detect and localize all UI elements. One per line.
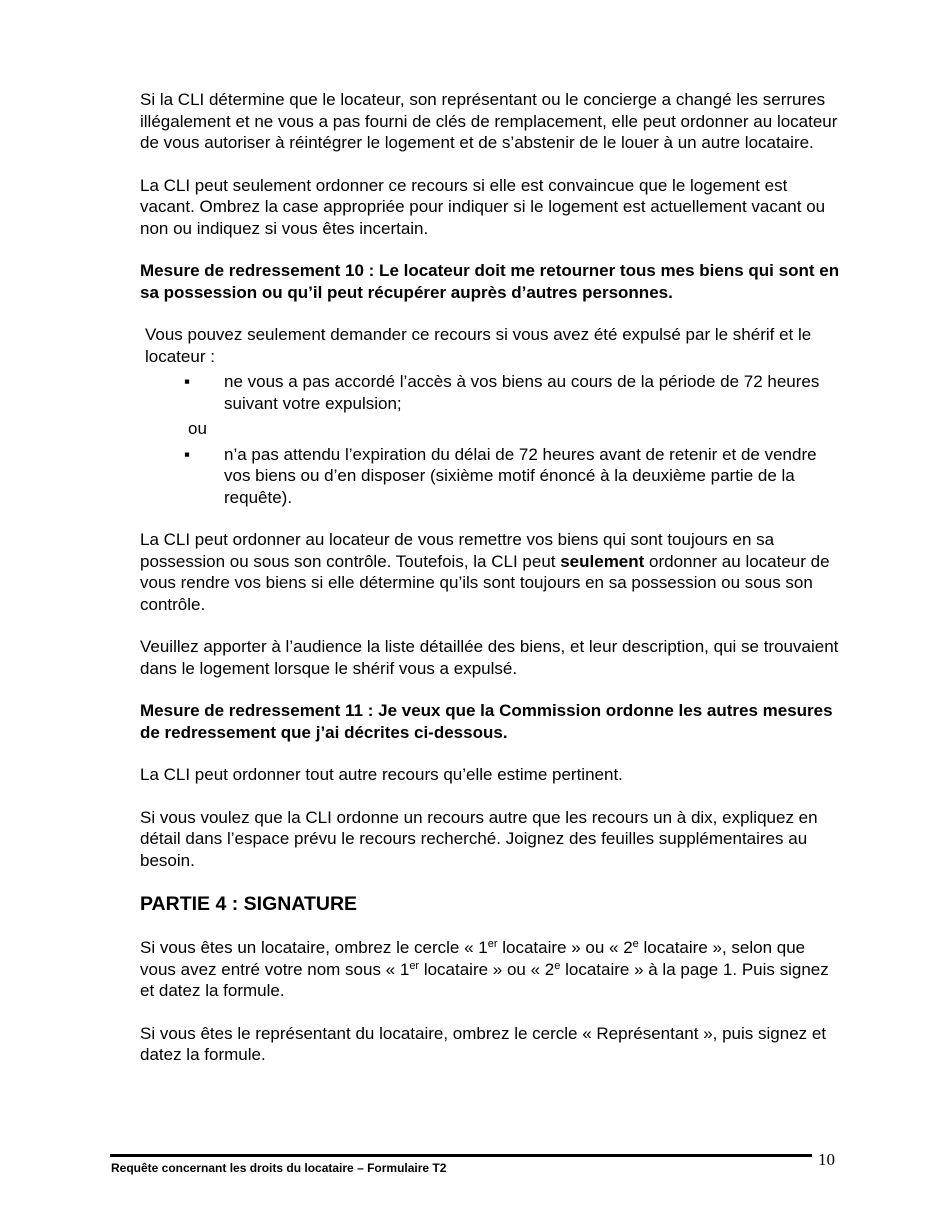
paragraph-property-list: Veuillez apporter à l’audience la liste détaillée des biens, et leur description, qui se trouvaient dans le logement lorsque le shérif vous a expulsé. — [140, 637, 839, 678]
bullet-text-access: ne vous a pas accordé l’accès à vos biens au cours de la période de 72 heures suivant votre expulsion; — [224, 372, 820, 413]
superscript: e — [554, 959, 561, 972]
paragraph-representative-signature: Si vous êtes le représentant du locataire, ombrez le cercle « Représentant », puis signez et datez la formule. — [140, 1023, 827, 1064]
superscript: er — [487, 938, 498, 950]
remedy-10-intro: Vous pouvez seulement demander ce recours si vous avez été expulsé par le shérif et le locateur : — [145, 325, 812, 366]
text-segment: locataire », selon que vous avez entré votre nom sous « 1 — [140, 938, 806, 979]
text-segment: ordonner au locateur de vous rendre vos biens si elle détermine qu’ils sont toujours en sa possession ou sous son contrôle. — [140, 551, 830, 614]
paragraph-other-remedy: La CLI peut ordonner tout autre recours qu’elle estime pertinent. — [140, 765, 623, 784]
emphasis-seulement: seulement — [560, 551, 645, 571]
footer-form-title: Requête concernant les droits du locataire – Formulaire T2 — [111, 1161, 447, 1175]
text-segment: Si vous êtes un locataire, ombrez le cercle « 1 — [140, 938, 488, 957]
bullet-marker: ▪ — [184, 372, 191, 391]
page-number: 10 — [818, 1150, 835, 1169]
footer-rule — [110, 1154, 812, 1157]
bullet-text-delay: n’a pas attendu l’expiration du délai de 72 heures avant de retenir et de vendre vos biens ou d’en disposer (sixième motif énoncé à la deuxième partie de la requête). — [224, 444, 817, 507]
bullet-item-delay — [140, 444, 840, 509]
document-body — [140, 89, 840, 1087]
text-segment: locataire » à la page 1. Puis signez et datez la formule. — [140, 959, 829, 1000]
bullet-item-access — [140, 371, 840, 414]
paragraph-vacancy: La CLI peut seulement ordonner ce recours si elle est convaincue que le logement est vacant. Ombrez la case appropriée pour indiquer si le logement est actuellement vacant ou non ou indiquez si vous êtes incertain. — [140, 175, 826, 238]
or-connector: ou — [188, 419, 207, 438]
paragraph-return-property — [140, 529, 840, 615]
remedy-11-heading: Mesure de redressement 11 : Je veux que la Commission ordonne les autres mesures de redressement que j’ai décrites ci-dessous. — [140, 701, 833, 742]
bullet-marker: ▪ — [184, 444, 191, 464]
text-segment: locataire » ou « 2 — [497, 938, 633, 957]
remedy-10-heading: Mesure de redressement 10 : Le locateur doit me retourner tous mes biens qui sont en sa possession ou qu’il peut récupérer auprès d’autres personnes. — [140, 261, 840, 302]
text-segment: La CLI peut ordonner au locateur de vous remettre vos biens qui sont toujours en sa possession ou sous son contrôle. Toutefois, la CLI peut — [140, 530, 775, 571]
superscript: e — [632, 938, 639, 950]
superscript: er — [409, 959, 420, 972]
paragraph-explain-remedy: Si vous voulez que la CLI ordonne un recours autre que les recours un à dix, expliquez en détail dans l’espace prévu le recours recherché. Joignez des feuilles supplémentaires au besoin. — [140, 807, 818, 870]
paragraph-lock-change: Si la CLI détermine que le locateur, son représentant ou le concierge a changé les serrures illégalement et ne vous a pas fourni de clés de remplacement, elle peut ordonner au locateur de vous autoriser à réintégrer le logement et de s’abstenir de le louer à un autre locataire. — [140, 90, 838, 152]
text-segment: locataire » ou « 2 — [419, 959, 555, 979]
part-4-heading: PARTIE 4 : SIGNATURE — [140, 893, 358, 915]
paragraph-tenant-signature — [140, 937, 840, 1002]
